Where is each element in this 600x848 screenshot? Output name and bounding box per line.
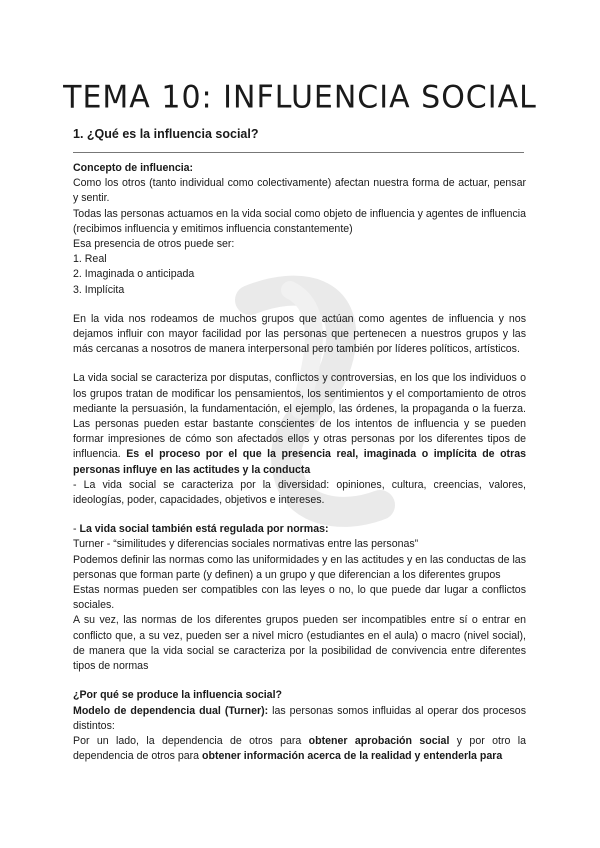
paragraph-grupos: En la vida nos rodeamos de muchos grupos que actúan como agentes de influencia y nos dejamos influir con mayor facilidad por las personas que pertenecen a nuestros grupos y las más cercanas a nosotros de manera interpersonal pero también por líderes políticos, artísticos. bbox=[73, 312, 526, 356]
concepto-p2: Todas las personas actuamos en la vida social como objeto de influencia y agentes de influencia (recibimos influencia y emitimos influencia constantemente) bbox=[73, 207, 526, 235]
section-heading: 1. ¿Qué es la influencia social? bbox=[73, 127, 259, 141]
concepto-heading: Concepto de influencia: bbox=[73, 162, 194, 174]
porque-p: Por un lado, la dependencia de otros para obtener aprobación social y por otro la dependencia de otros para obtener información acerca de la realidad y entenderla para bbox=[73, 734, 526, 763]
concepto-p1: Como los otros (tanto individual como colectivamente) afectan nuestra forma de actuar, pensar y sentir. bbox=[73, 177, 526, 205]
porque-modelo: Modelo de dependencia dual (Turner): las personas somos influidas al operar dos procesos distintos: bbox=[73, 704, 526, 732]
normas-turner: Turner - “similitudes y diferencias sociales normativas entre las personas” bbox=[73, 538, 419, 551]
normas-p1: Podemos definir las normas como las uniformidades y en las actitudes y en las conductas de las personas que forman parte (y definen) a un grupo y que diferencian a los diferentes grupos bbox=[73, 553, 526, 581]
porque-heading: ¿Por qué se produce la influencia social? bbox=[73, 689, 282, 702]
page-title: TEMA 10: INFLUENCIA SOCIAL bbox=[63, 79, 537, 116]
list-item: 2. Imaginada o anticipada bbox=[73, 268, 195, 281]
paragraph-diversidad: - La vida social se caracteriza por la diversidad: opiniones, cultura, creencias, valores, ideologías, poder, capacidades, objetivos e intereses. bbox=[73, 478, 526, 507]
concepto-p3: Esa presencia de otros puede ser: bbox=[73, 238, 235, 251]
normas-p2: Estas normas pueden ser compatibles con las leyes o no, lo que puede dar lugar a conflictos sociales. bbox=[73, 584, 526, 612]
document-body bbox=[73, 161, 526, 764]
divider bbox=[73, 152, 524, 153]
list-item: 1. Real bbox=[73, 253, 107, 266]
paragraph-disputas: La vida social se caracteriza por disputas, conflictos y controversias, en los que los individuos o los grupos tratan de modificar los pensamientos, los sentimientos y el comportamiento de otros mediante la persuasión, la fundamentación, el ejemplo, las órdenes, la propaganda o la fuerza. Las personas pueden estar bastante conscientes de los intentos de influencia y se pueden formar impresiones de cómo son afectados ellos y otras personas por los diferentes tipos de influencia. Es el proceso por el que la presencia real, imaginada o implícita de otras personas influye en las actitudes y la conducta bbox=[73, 372, 526, 476]
normas-heading: - La vida social también está regulada por normas: bbox=[73, 523, 329, 536]
normas-p3: A su vez, las normas de los diferentes grupos pueden ser incompatibles entre sí o entrar en conflicto que, a su vez, pueden ser a nivel micro (estudiantes en el aula) o macro (nivel social), de manera que la vida social se caracteriza por la posibilidad de convivencia entre diferentes tipos de normas bbox=[73, 614, 526, 673]
list-item: 3. Implícita bbox=[73, 283, 125, 296]
